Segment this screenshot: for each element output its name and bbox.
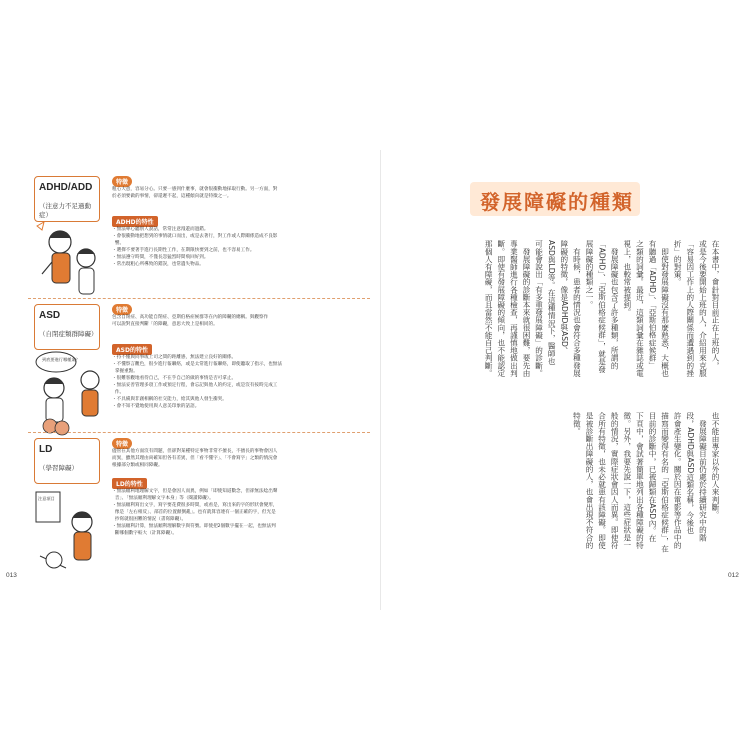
text-column: 那個人有障礙，而且當然不能自己判斷。 xyxy=(484,240,494,377)
section-title: ASD xyxy=(39,310,61,321)
text-column: 段，ADHD與ASD這類名稱，今後也 xyxy=(685,412,695,535)
text-column: 專業醫師進行各種檢查，再謹慎地做出判 xyxy=(509,240,519,377)
text-column: 「容易因工作上的人際關係而遭遇到的挫 xyxy=(685,240,695,377)
text-column: 般的情況，實際症狀會因人而異。即使符 xyxy=(610,412,620,549)
text-column: 「ADHD」、「亞斯伯格症候群」，就是發 xyxy=(597,240,607,373)
section-adhd xyxy=(28,170,370,310)
text-column: 在本書中，會針對目前正在上班的人， xyxy=(711,240,720,370)
text-column: 可能會說出「有多重發展障礙」的診斷。 xyxy=(534,240,544,377)
feature-tag: 特徵 xyxy=(112,304,132,315)
section-title: LD xyxy=(39,444,53,455)
text-column: ASD與LD等。在這種情況下，醫師也 xyxy=(547,240,557,365)
speech-bubble-text: 到底要進行哪種業？ xyxy=(42,357,80,362)
traits-list: ・持不懂與同事或上司之間的距離感，無法建立良好的關係。 ・不懂察言觀色，很少進行報聯絡，或是太常進行報聯絡，即使聽取了指示，也無法 掌握重點。 ・很難客觀地看待自己，不在乎自己的做的事情是否可拿止。 ・無法妥善管理多項工作或預定行程，會忘記與他人的約定，或是沒有按時完成工 作。 ・不具備與非創相稱的社交能力，給其與他人發生衝突。 ・會不知不覺地使用與人意美印象的話語。 xyxy=(112,355,282,409)
traits-list: ・無法專心聽別人說話，常常注意漫遊而過錯。 ・會很衝動地把想到的事情就口而出，或是去著行，對工作或人際關係造成不良影 響。 ・選擇不要著手進行長期性工作，在期限快要到之前，也不容易工作。 ・無法遵守時間，不僅長忽猛烈時間飛回好到。 ・常出現粗心所導致的錯誤，也常遺失物品。 xyxy=(112,227,278,267)
text-column: 展障礙的種類之一。 xyxy=(585,240,594,309)
traits-list: ・無法順利地理解文字，但是會因人而異，例如「即使知道數念，但卻無法唸出聲 音」、「無法順利理解文字本身」等（閱讀障礙）。 ・無法順利寫出文字，寫字要花費很多時間，或看是，寫出來的字的形狀會變形， 像是「左右相反」、部首的位置顛倒亂」。也有就算容連有一個正確的字，但光是 抄寫就很困難的情況（書寫障礙）。 ・無法順利計算，無法順利理解數字與符號。即使把2個數字擺在一起，也無法判 斷哪個數字較大（計算障礙）。 xyxy=(112,489,278,536)
text-column: 之類的詞彙。最近，這類詞彙在雜誌或電 xyxy=(635,240,645,377)
left-page xyxy=(28,170,370,590)
page-number-right: 012 xyxy=(728,572,739,579)
text-column: 也不能由專家以外的人來判斷。 xyxy=(711,412,720,519)
section-ld xyxy=(28,438,370,588)
illustration-ld xyxy=(32,486,112,586)
traits-tag: LD的特性 xyxy=(112,478,147,489)
text-column: 發展障礙目前仍處於持續研究中的階 xyxy=(698,412,708,542)
section-subtitle: （注意力不足過動症） xyxy=(39,202,91,219)
section-divider xyxy=(28,432,370,433)
gutter xyxy=(380,150,381,610)
text-column: 是被診斷出障礙的人，也會出現不符合的 xyxy=(585,412,594,549)
chapter-title: 發展障礙的種類 xyxy=(480,190,634,214)
feature-description: 包含自閉症、高功能自閉症、亞斯伯格症候群等在內的障礙的總稱。與觀察作 可以說對直接判斷「的障礙，意思大致上是相同的。 xyxy=(112,315,269,327)
text-column: 斷。即使有發展障礙的傾向，也不能認定 xyxy=(496,240,506,377)
section-subtitle: （學習障礙） xyxy=(39,464,78,472)
text-column: 折」的對策。 xyxy=(673,240,683,286)
page-number-left: 013 xyxy=(6,572,17,579)
text-column: 許會產生變化。關於因在電影等作品中的 xyxy=(673,412,683,549)
section-asd xyxy=(28,304,370,444)
feature-description: 粗心大意，容易分心。只要一感到什麼事，就會很衝動地採取行動。另一方面，對 於必須要做的事情，卻還遲不起，這種傾向就是特徵之一。 xyxy=(112,187,278,199)
text-column: 合所有特徵，也未必就患有該障礙。即使 xyxy=(597,412,607,549)
section-title: ADHD/ADD xyxy=(39,182,93,193)
text-column: 描寫而變得有名的「亞斯伯格症候群」，在 xyxy=(660,412,670,553)
text-column: 即使對發展障礙沒有那麼熟悉，大概也 xyxy=(660,240,670,377)
text-column: 發展障礙也包含了許多種類，所謂的 xyxy=(610,240,620,370)
section-subtitle: （自閉症類群障礙） xyxy=(39,330,98,338)
text-column: 目前的診斷中，已被歸類在ASD內。在 xyxy=(648,412,657,542)
section-divider xyxy=(28,298,370,299)
text-column: 徵。另外，我要先說一下，這些症狀是一 xyxy=(622,412,632,549)
label-box-adhd xyxy=(34,176,100,222)
text-column: 下頁中，會試著簡單地列出各種障礙的特 xyxy=(635,412,645,549)
feature-tag: 特徵 xyxy=(112,176,132,187)
feature-tag: 特徵 xyxy=(112,438,132,449)
right-page xyxy=(392,170,732,590)
traits-tag: ADHD的特性 xyxy=(112,216,158,227)
text-column: 或是今後要開始上班的人，介紹用來克服 xyxy=(698,240,708,377)
text-column: 有聽過「ADHD」、「亞斯伯格症候群」 xyxy=(648,240,657,369)
text-column: 特徵。 xyxy=(572,412,582,435)
body-text-bottom xyxy=(392,120,732,553)
traits-tag: ASD的特性 xyxy=(112,344,152,355)
text-column: 障礙的特徵，像是ADHD與ASD、 xyxy=(559,240,569,355)
illustration-adhd xyxy=(32,218,112,308)
label-box-ld xyxy=(34,438,100,484)
label-box-asd xyxy=(34,304,100,350)
text-column: 視上，也較常被提到。 xyxy=(622,240,632,316)
feature-description: 儘管在其他方面沒有問題，但卻對某種特定事物非常不擅長，不擅長的事物會因人 而異，雖然其理由尚確知但各有差異，但「看不懂字」、「不會寫字」之類的情況會 根據部分類或相同障礙。 xyxy=(112,449,278,468)
text-column: 發展障礙的診斷本來就很困難，要先由 xyxy=(522,240,531,377)
text-column: 有時候，患者的情況也會符合多種發展 xyxy=(572,240,582,377)
notebook-text: 注意項目 xyxy=(38,496,55,501)
